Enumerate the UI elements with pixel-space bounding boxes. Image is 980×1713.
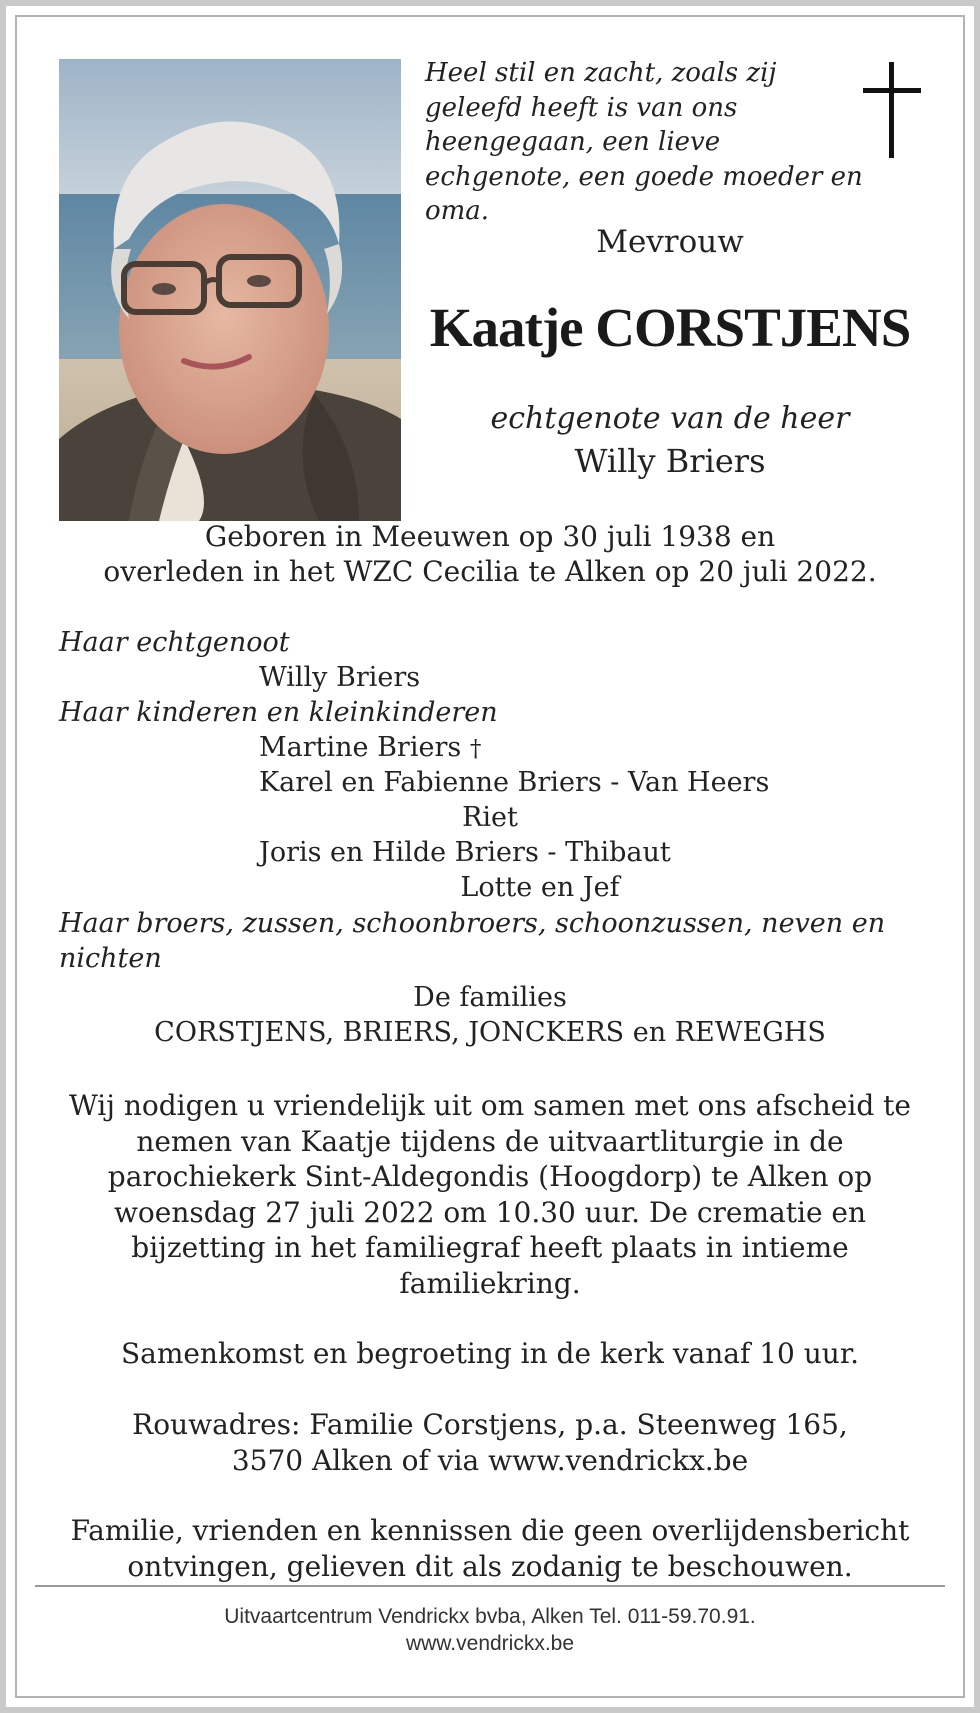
honorific-title: Mevrouw: [596, 224, 744, 260]
death-line: overleden in het WZC Cecilia te Alken op 20 juli 2022.: [103, 555, 877, 588]
family-names: CORSTJENS, BRIERS, JONCKERS en REWEGHS: [154, 1017, 826, 1048]
footer-divider: [35, 1585, 945, 1587]
verse-line: echgenote, een goede moeder en oma.: [425, 161, 863, 226]
family-member-name: Martine Briers: [259, 732, 462, 763]
notice-line: Familie, vrienden en kennissen die geen overlijdensbericht: [70, 1514, 910, 1547]
portrait-photo: [59, 59, 401, 521]
spouse-name: Willy Briers: [574, 442, 766, 480]
cross-icon: [863, 62, 921, 158]
notice-text: [55, 1513, 925, 1584]
families-label: De families: [413, 982, 567, 1013]
verse-line: geleefd heeft is van ons: [425, 92, 738, 123]
invitation-line: familiekring.: [399, 1266, 581, 1300]
grandchild: Lotte en Jef: [460, 872, 620, 903]
funeral-home-info: Uitvaartcentrum Vendrickx bvba, Alken Tel. 011-59.70.91.: [224, 1605, 756, 1628]
mourning-address: [55, 1407, 925, 1478]
relatives-label: Haar broers, zussen, schoonbroers, schoonzussen, neven en: [59, 908, 886, 939]
address-line: Rouwadres: Familie Corstjens, p.a. Steenweg 165,: [132, 1408, 848, 1441]
family-member: [259, 732, 481, 763]
address-line: 3570 Alken of via www.vendrickx.be: [231, 1443, 749, 1477]
invitation-line: parochiekerk Sint-Aldegondis (Hoogdorp) te Alken op: [107, 1160, 873, 1193]
invitation-line: nemen van Kaatje tijdens de uitvaartliturgie in de: [136, 1124, 844, 1158]
gathering-text: Samenkomst en begroeting in de kerk vanaf 10 uur.: [120, 1337, 860, 1370]
deceased-name: Kaatje CORSTJENS: [429, 297, 911, 358]
birth-line: Geboren in Meeuwen op 30 juli 1938 en: [204, 520, 776, 553]
life-dates: [60, 519, 920, 589]
notice-line: ontvingen, gelieven dit als zodanig te beschouwen.: [127, 1549, 853, 1583]
invitation-line: bijzetting in het familiegraf heeft plaats in intieme: [131, 1231, 849, 1264]
verse-line: Heel stil en zacht, zoals zij: [425, 58, 777, 88]
grandchild: Riet: [462, 802, 518, 833]
memorial-verse: [425, 56, 895, 229]
invitation-line: Wij nodigen u vriendelijk uit om samen met ons afscheid te: [69, 1089, 911, 1122]
verse-line: heengegaan, een lieve: [425, 127, 721, 157]
funeral-home-website: www.vendrickx.be: [405, 1632, 575, 1655]
spouse-label: Haar echtgenoot: [59, 627, 290, 658]
deceased-mark: †: [469, 736, 482, 762]
family-member: Karel en Fabienne Briers - Van Heers: [259, 767, 770, 798]
invitation-text: [55, 1088, 925, 1301]
relatives-label: nichten: [59, 943, 162, 974]
invitation-line: woensdag 27 juli 2022 om 10.30 uur. De crematie en: [113, 1195, 867, 1229]
children-label: Haar kinderen en kleinkinderen: [59, 697, 498, 728]
family-member: Willy Briers: [259, 662, 421, 693]
family-member: Joris en Hilde Briers - Thibaut: [259, 837, 671, 868]
spouse-intro: echtgenote van de heer: [490, 401, 850, 436]
